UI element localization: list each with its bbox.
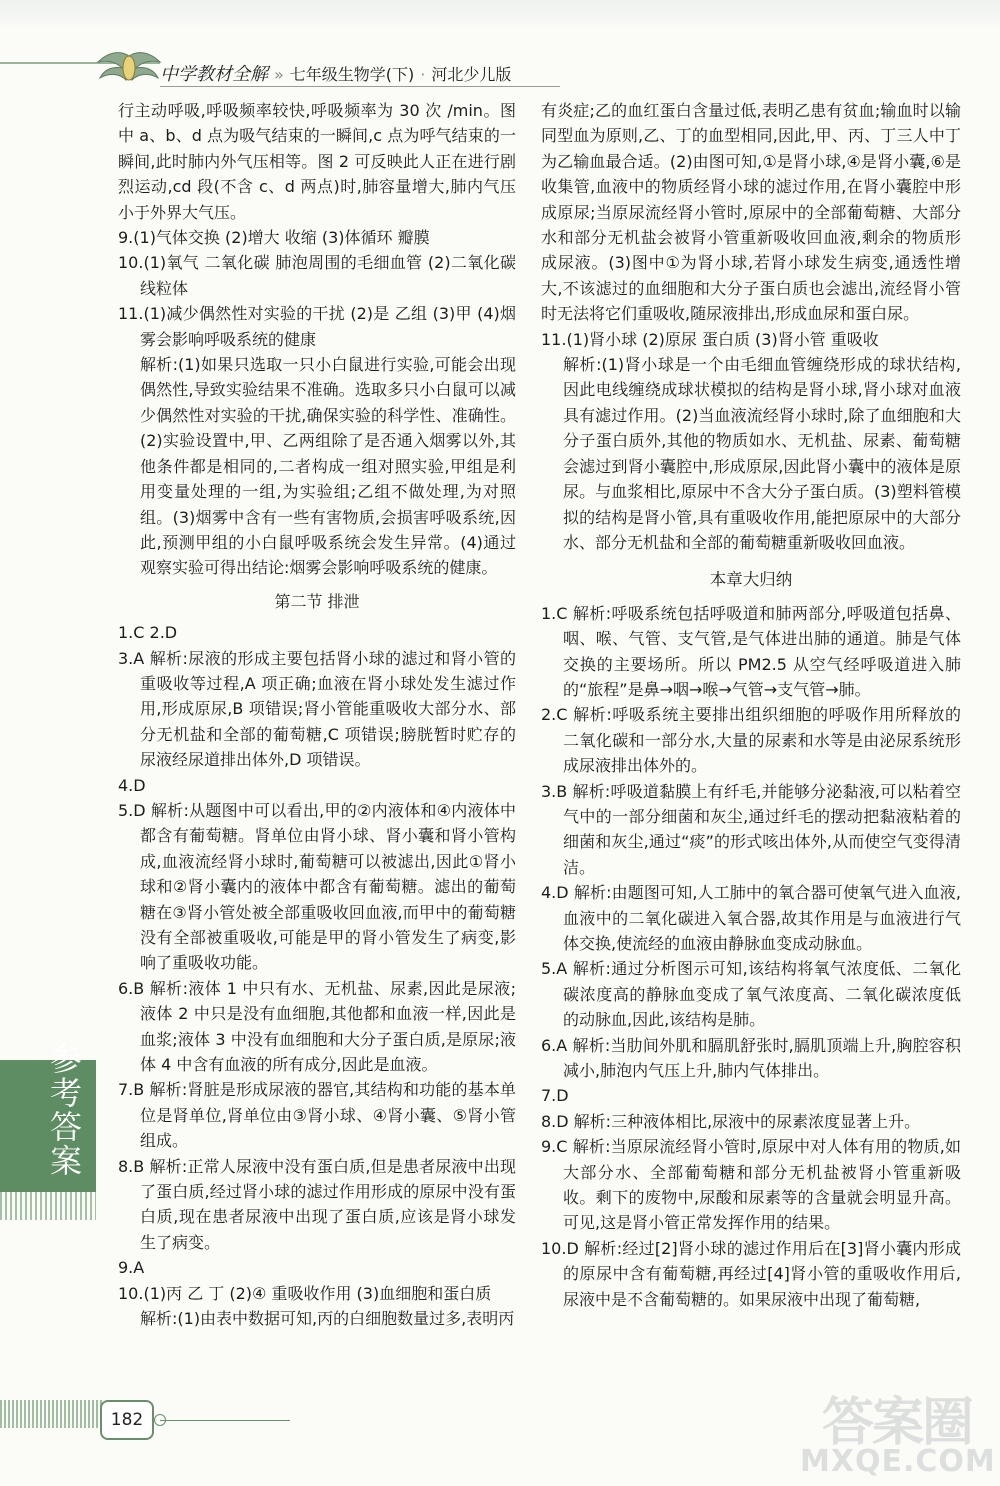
paragraph-continued: 有炎症;乙的血红蛋白含量过低,表明乙患有贫血;输血时以输同型血为原则,乙、丁的血型相同,因此,甲、丙、丁三人中丁为乙输血最合适。(2)由图可知,①是肾小球,④是肾小囊,⑥是收集管,血液中的物质经肾小球的滤过作用,在肾小囊腔中形成原尿;当原尿流经肾小管时,原尿中的全部葡萄糖、大部分水和部分无机盐会被肾小管重新吸收回血液,剩余的物质形成尿液。(3)图中①为肾小球,若肾小球发生病变,通透性增大,不该滤过的血细胞和大分子蛋白质也会滤出,流经肾小管时无法将它们重吸收,随尿液排出,形成血尿和蛋白尿。 [541,101,961,324]
answer-item: 1.C 2.D [118,623,178,643]
answer-item: 8.D 解析:三种液体相比,尿液中的尿素浓度显著上升。 [541,1111,921,1131]
page-number: 182 [100,1400,154,1440]
answer-item: 9.(1)气体交换 (2)增大 收缩 (3)体循环 瓣膜 [118,228,430,248]
footer-rule [160,1420,290,1421]
answer-explanation: 解析:(1)如果只选取一只小白鼠进行实验,可能会出现偶然性,导致实验结果不准确。选取多只小白鼠可以减少偶然性对实验的干扰,确保实验的科学性、准确性。(2)实验设置中,甲、乙两组除了是否通入烟雾以外,其他条件都是相同的,二者构成一组对照实验,甲组是利用变量处理的一组,为实验组;乙组不做处理,为对照组。(3)烟雾中含有一些有害物质,会损害呼吸系统,因此,预测甲组的小白鼠呼吸系统会发生异常。(4)通过观察实验可得出结论:烟雾会影响呼吸系统的健康。 [140,355,516,578]
brand-name: 中学教材全解 [160,64,268,85]
book-name: 七年级生物学(下) [289,65,415,84]
title-separator: » [274,65,284,84]
answer-item: 7.B 解析:肾脏是形成尿液的器官,其结构和功能的基本单位是肾单位,肾单位由③肾小球、④肾小囊、⑤肾小管组成。 [118,1080,516,1151]
answer-item: 4.D 解析:由题图可知,人工肺中的氧合器可使氧气进入血液,血液中的二氧化碳进入氧合器,故其作用是与血液进行气体交换,使流经的血液由静脉血变成动脉血。 [541,883,961,953]
answer-item: 10.(1)氧气 二氧化碳 肺泡周围的毛细血管 (2)二氧化碳 线粒体 [118,253,516,298]
paragraph-continued: 行主动呼吸,呼吸频率较快,呼吸频率为 30 次 /min。图中 a、b、d 点为吸气结束的一瞬间,c 点为呼气结束的一瞬间,此时肺内外气压相等。图 2 可反映此人正在进行剧烈运动,cd 段(不含 c、d 两点)时,肺容量增大,肺内气压小于外界大气压。 [118,101,516,222]
chapter-summary-title: 本章大归纳 [709,570,793,590]
answer-item: 11.(1)减少偶然性对实验的干扰 (2)是 乙组 (3)甲 (4)烟雾会影响呼吸系统的健康 [118,304,516,349]
answer-item: 2.C 解析:呼吸系统主要排出组织细胞的呼吸作用所释放的二氧化碳和一部分水,大量的尿素和水等是由泌尿系统形成尿液排出体外的。 [541,705,961,776]
right-column [541,98,961,1312]
answer-explanation: 解析:(1)由表中数据可知,丙的白细胞数量过多,表明丙 [140,1309,515,1329]
answer-item: 10.D 解析:经过[2]肾小球的滤过作用后在[3]肾小囊内形成的原尿中含有葡萄糖,再经过[4]肾小管的重吸收作用后,尿液中是不含葡萄糖的。如果尿液中出现了葡萄糖, [541,1238,961,1309]
header-strip [0,0,1000,28]
watermark-logo: 答案圈 [822,1393,973,1453]
page-header [0,0,1000,96]
title-dot: · [420,65,426,84]
answer-item: 1.C 解析:呼吸系统包括呼吸道和肺两部分,呼吸道包括鼻、咽、喉、气管、支气管,是气体进出肺的通道。肺是气体交换的主要场所。所以 PM2.5 从空气经呼吸道进入肺的“旅程”是鼻→咽→喉→气管→支气管→肺。 [541,603,961,699]
header-rule [160,86,560,87]
watermark [800,1380,996,1480]
answer-item: 5.D 解析:从题图中可以看出,甲的②内液体和④内液体中都含有葡萄糖。肾单位由肾小球、肾小囊和肾小管构成,血液流经肾小球时,葡萄糖可以被滤出,因此①肾小球和②肾小囊内的液体中都含有葡萄糖。滤出的葡萄糖在③肾小管处被全部重吸收回血液,而甲中的葡萄糖没有全部被重吸收,可能是甲的肾小管发生了病变,影响了重吸收功能。 [118,800,516,973]
answer-item: 9.A [118,1258,145,1278]
answer-item: 9.C 解析:当原尿流经肾小管时,原尿中对人体有用的物质,如大部分水、全部葡萄糖和部分无机盐被肾小管重新吸收。剩下的废物中,尿酸和尿素等的含量就会明显升高。可见,这是肾小管正常发挥作用的结果。 [541,1137,961,1233]
answer-item: 3.B 解析:呼吸道黏膜上有纤毛,并能够分泌黏液,可以粘着空气中的一部分细菌和灰尘,通过纤毛的摆动把黏液粘着的细菌和灰尘,通过“痰”的形式咳出体外,从而使空气变得清洁。 [541,781,961,877]
side-tab-label: 参考答案 [45,1042,83,1178]
side-tab-pattern [0,1192,96,1220]
answer-item: 3.A 解析:尿液的形成主要包括肾小球的滤过和肾小管的重吸收等过程,A 项正确;血液在肾小球处发生滤过作用,形成原尿,B 项错误;肾小管能重吸收大部分水、部分无机盐和全部的葡萄糖,C 项错误;膀胱暂时贮存的尿液经尿道排出体外,D 项错误。 [118,648,516,770]
answer-item: 5.A 解析:通过分析图示可知,该结构将氧气浓度低、二氧化碳浓度高的静脉血变成了氧气浓度高、二氧化碳浓度低的动脉血,因此,该结构是肺。 [541,959,961,1030]
answer-explanation: 解析:(1)肾小球是一个由毛细血管缠绕形成的球状结构,因此电线缠绕成球状模拟的结构是肾小球,肾小球对血液具有滤过作用。(2)当血液流经肾小球时,除了血细胞和大分子蛋白质外,其他的物质如水、无机盐、尿素、葡萄糖会滤过到肾小囊腔中,形成原尿,因此肾小囊中的液体是原尿。与血浆相比,原尿中不含大分子蛋白质。(3)塑料管模拟的结构是肾小管,具有重吸收作用,能把原尿中的大部分水、部分无机盐和全部的葡萄糖重新吸收回血液。 [563,355,961,552]
answer-item: 4.D [118,775,146,795]
section-title: 第二节 排泄 [274,591,360,611]
book-title [160,60,511,86]
left-column [118,98,516,1332]
answer-item: 8.B 解析:正常人尿液中没有蛋白质,但是患者尿液中出现了蛋白质,经过肾小球的滤过作用形成的原尿中没有蛋白质,现在患者尿液中出现了蛋白质,应该是肾小球发生了病变。 [118,1156,516,1252]
edition-name: 河北少儿版 [431,65,512,84]
answer-item: 10.(1)丙 乙 丁 (2)④ 重吸收作用 (3)血细胞和蛋白质 [118,1283,492,1303]
answer-item: 7.D [541,1086,569,1106]
answer-item: 6.B 解析:液体 1 中只有水、无机盐、尿素,因此是尿液;液体 2 中只是没有血细胞,其他都和血液一样,因此是血浆;液体 3 中没有血细胞和大分子蛋白质,是原尿;液体 4 中含有血液的所有成分,因此是血液。 [118,978,516,1075]
answer-item: 11.(1)肾小球 (2)原尿 蛋白质 (3)肾小管 重吸收 [541,329,879,349]
winged-logo-icon [96,48,162,86]
answer-item: 6.A 解析:当肋间外肌和膈肌舒张时,膈肌顶端上升,胸腔容积减小,肺泡内气压上升,肺内气体排出。 [541,1035,961,1081]
watermark-url: MXQE.COM [800,1444,996,1479]
footer-bar [0,1400,104,1428]
